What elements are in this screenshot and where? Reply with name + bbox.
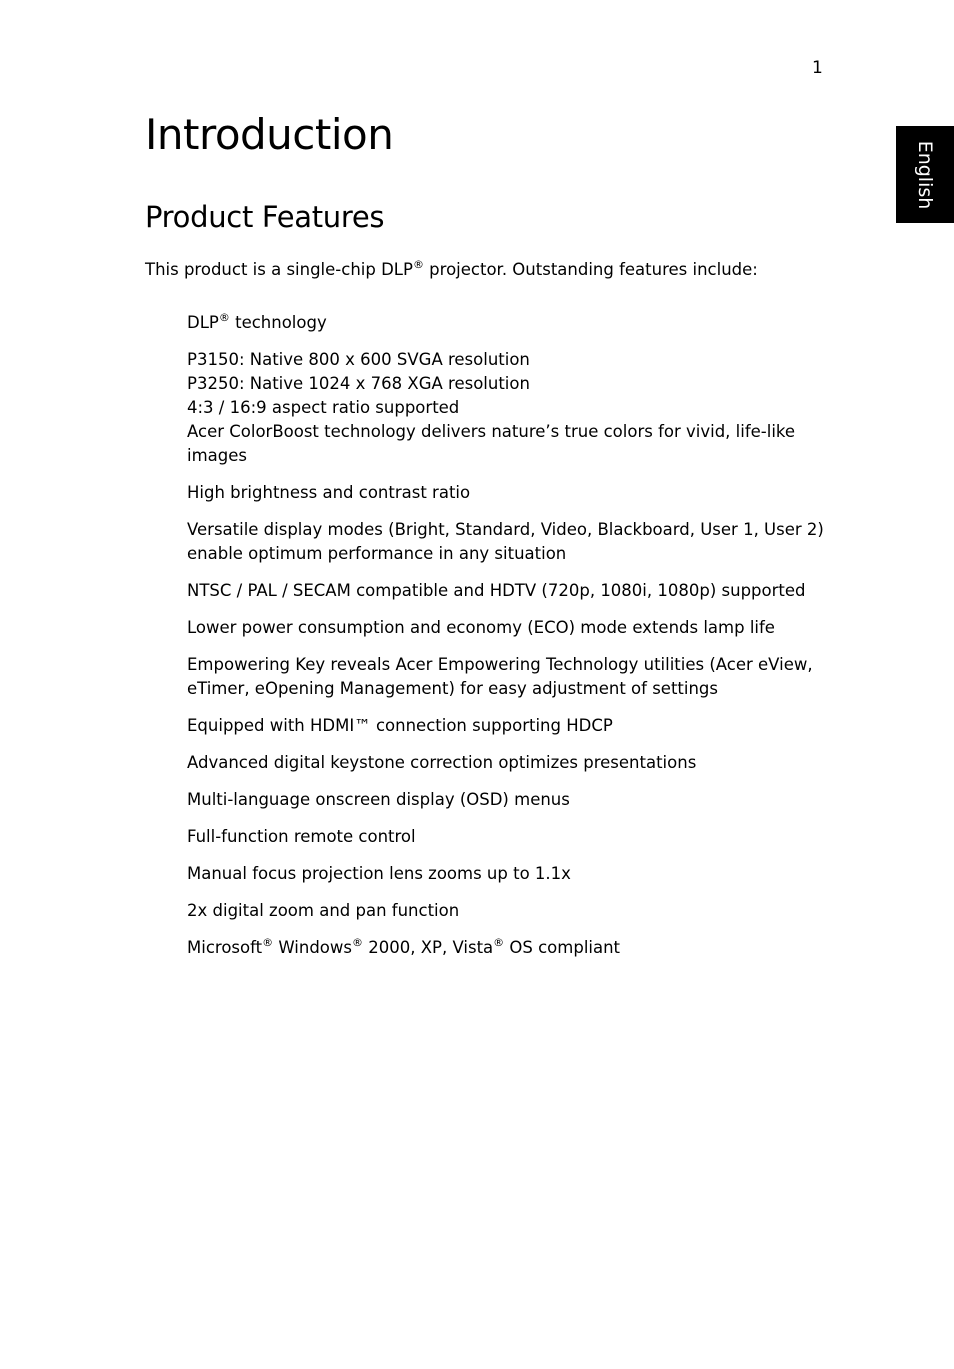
intro-text-end: projector. Outstanding features include: bbox=[423, 260, 758, 279]
language-tab bbox=[896, 126, 954, 223]
section-title: Product Features bbox=[145, 200, 385, 234]
feature-dlp bbox=[187, 311, 827, 335]
feature-p3150: P3150: Native 800 x 600 SVGA resolution bbox=[187, 350, 530, 369]
page-number: 1 bbox=[812, 58, 823, 78]
feature-display-modes: Versatile display modes (Bright, Standard, Video, Blackboard, User 1, User 2) enable optimum performance in any situation bbox=[187, 520, 824, 563]
registered-mark: ® bbox=[352, 936, 363, 949]
feature-dlp-suffix: technology bbox=[229, 313, 327, 332]
feature-os-text: OS compliant bbox=[504, 938, 621, 957]
feature-aspect-ratio: 4:3 / 16:9 aspect ratio supported bbox=[187, 398, 460, 417]
feature-windows-text: Windows bbox=[273, 938, 352, 957]
feature-list bbox=[187, 311, 827, 973]
feature-digital-zoom: 2x digital zoom and pan function bbox=[187, 901, 460, 920]
feature-microsoft-text: Microsoft bbox=[187, 938, 263, 957]
registered-mark: ® bbox=[218, 311, 230, 324]
feature-osd: Multi-language onscreen display (OSD) menus bbox=[187, 790, 570, 809]
intro-paragraph bbox=[145, 260, 758, 279]
feature-vista-text: 2000, XP, Vista bbox=[363, 938, 494, 957]
registered-mark: ® bbox=[262, 936, 274, 949]
page-title: Introduction bbox=[145, 110, 394, 159]
feature-ntsc: NTSC / PAL / SECAM compatible and HDTV (720p, 1080i, 1080p) supported bbox=[187, 581, 806, 600]
feature-dlp-text: DLP bbox=[187, 313, 219, 332]
feature-remote: Full-function remote control bbox=[187, 827, 416, 846]
feature-keystone: Advanced digital keystone correction optimizes presentations bbox=[187, 753, 697, 772]
feature-microsoft bbox=[187, 936, 827, 960]
registered-mark: ® bbox=[493, 936, 505, 949]
feature-colorboost: Acer ColorBoost technology delivers nature’s true colors for vivid, life-like images bbox=[187, 422, 796, 465]
feature-focus: Manual focus projection lens zooms up to 1.1x bbox=[187, 864, 571, 883]
feature-eco: Lower power consumption and economy (ECO) mode extends lamp life bbox=[187, 618, 775, 637]
feature-p3250: P3250: Native 1024 x 768 XGA resolution bbox=[187, 374, 530, 393]
intro-text-start: This product is a single-chip DLP bbox=[145, 260, 413, 279]
feature-brightness: High brightness and contrast ratio bbox=[187, 483, 471, 502]
feature-hdmi: Equipped with HDMI™ connection supporting HDCP bbox=[187, 716, 613, 735]
registered-mark: ® bbox=[412, 258, 424, 271]
language-tab-label: English bbox=[914, 140, 936, 209]
feature-empowering-key: Empowering Key reveals Acer Empowering Technology utilities (Acer eView, eTimer, eOpening Management) for easy adjustment of settings bbox=[187, 655, 813, 698]
